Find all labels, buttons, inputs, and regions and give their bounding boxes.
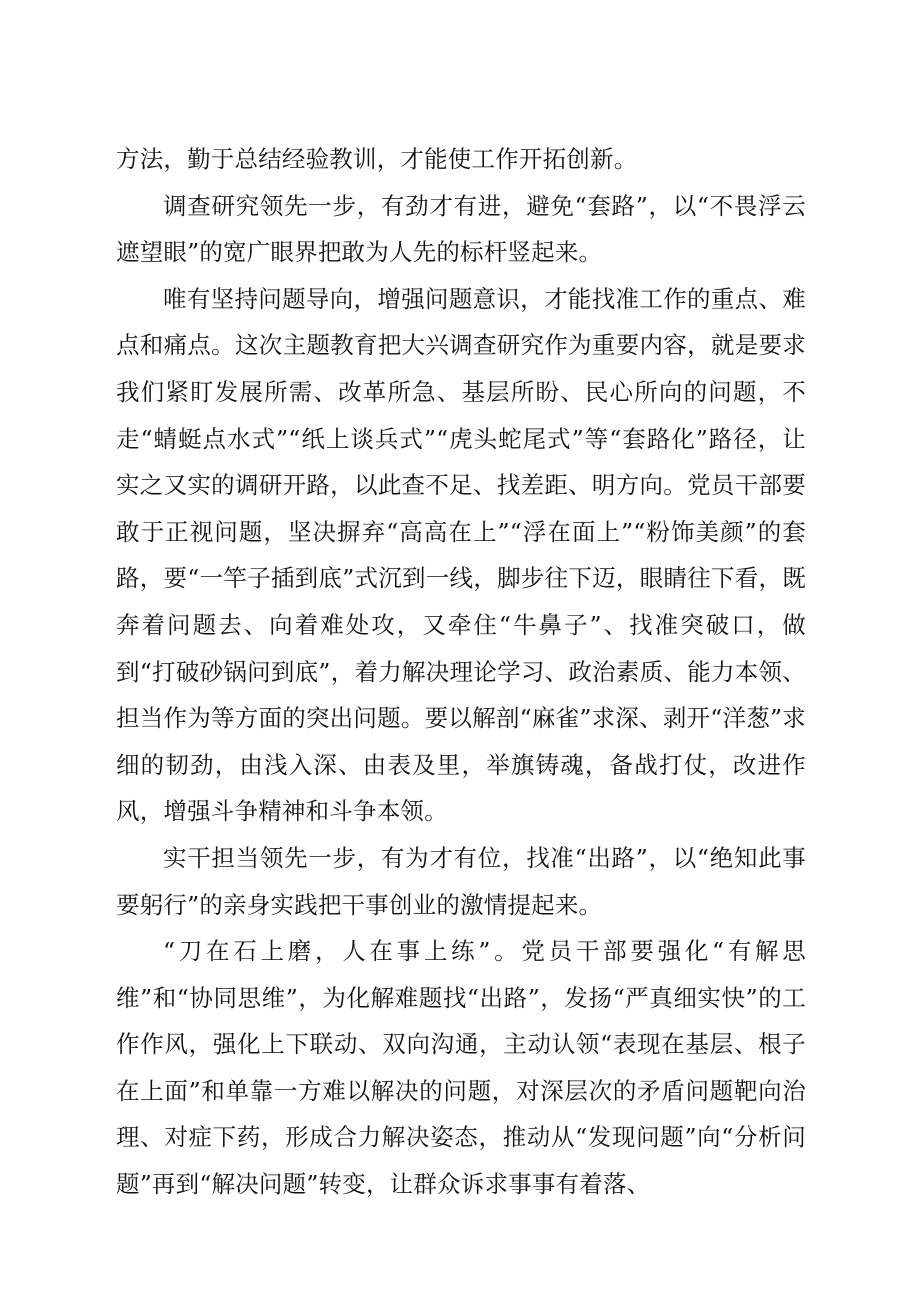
paragraph-4: 实干担当领先一步，有为才有位，找准“出路”，以“绝知此事要躬行”的亲身实践把干事创业的激情提起来。 [116, 843, 806, 919]
paragraph-3: 唯有坚持问题导向，增强问题意识，才能找准工作的重点、难点和痛点。这次主题教育把大兴调查研究作为重要内容，就是要求我们紧盯发展所需、改革所急、基层所盼、民心所向的问题，不走“蜻蜓点水式”“纸上谈兵式”“虎头蛇尾式”等“套路化”路径，让实之又实的调研开路，以此查不足、找差距、明方向。党员干部要敢于正视问题，坚决摒弃“高高在上”“浮在面上”“粉饰美颜”的套路，要“一竿子插到底”式沉到一线，脚步往下迈，眼睛往下看，既奔着问题去、向着难处攻，又牵住“牛鼻子”、找准突破口，做到“打破砂锅问到底”，着力解决理论学习、政治素质、能力本领、担当作为等方面的突出问题。要以解剖“麻雀”求深、剥开“洋葱”求细的韧劲，由浅入深、由表及里，举旗铸魂，备战打仗，改进作风，增强斗争精神和斗争本领。 [116, 284, 806, 826]
paragraph-2: 调查研究领先一步，有劲才有进，避免“套路”，以“不畏浮云遮望眼”的宽广眼界把敢为人先的标杆竖起来。 [116, 191, 806, 267]
document-body [116, 136, 806, 1208]
paragraph-5: “刀在石上磨，人在事上练”。党员干部要强化“有解思维”和“协同思维”，为化解难题找“出路”，发扬“严真细实快”的工作作风，强化上下联动、双向沟通，主动认领“表现在基层、根子在上面”和单靠一方难以解决的问题，对深层次的矛盾问题靶向治理、对症下药，形成合力解决姿态，推动从“发现问题”向“分析问题”再到“解决问题”转变，让群众诉求事事有着落、 [116, 937, 806, 1199]
paragraph-1: 方法，勤于总结经验教训，才能使工作开拓创新。 [116, 145, 638, 173]
